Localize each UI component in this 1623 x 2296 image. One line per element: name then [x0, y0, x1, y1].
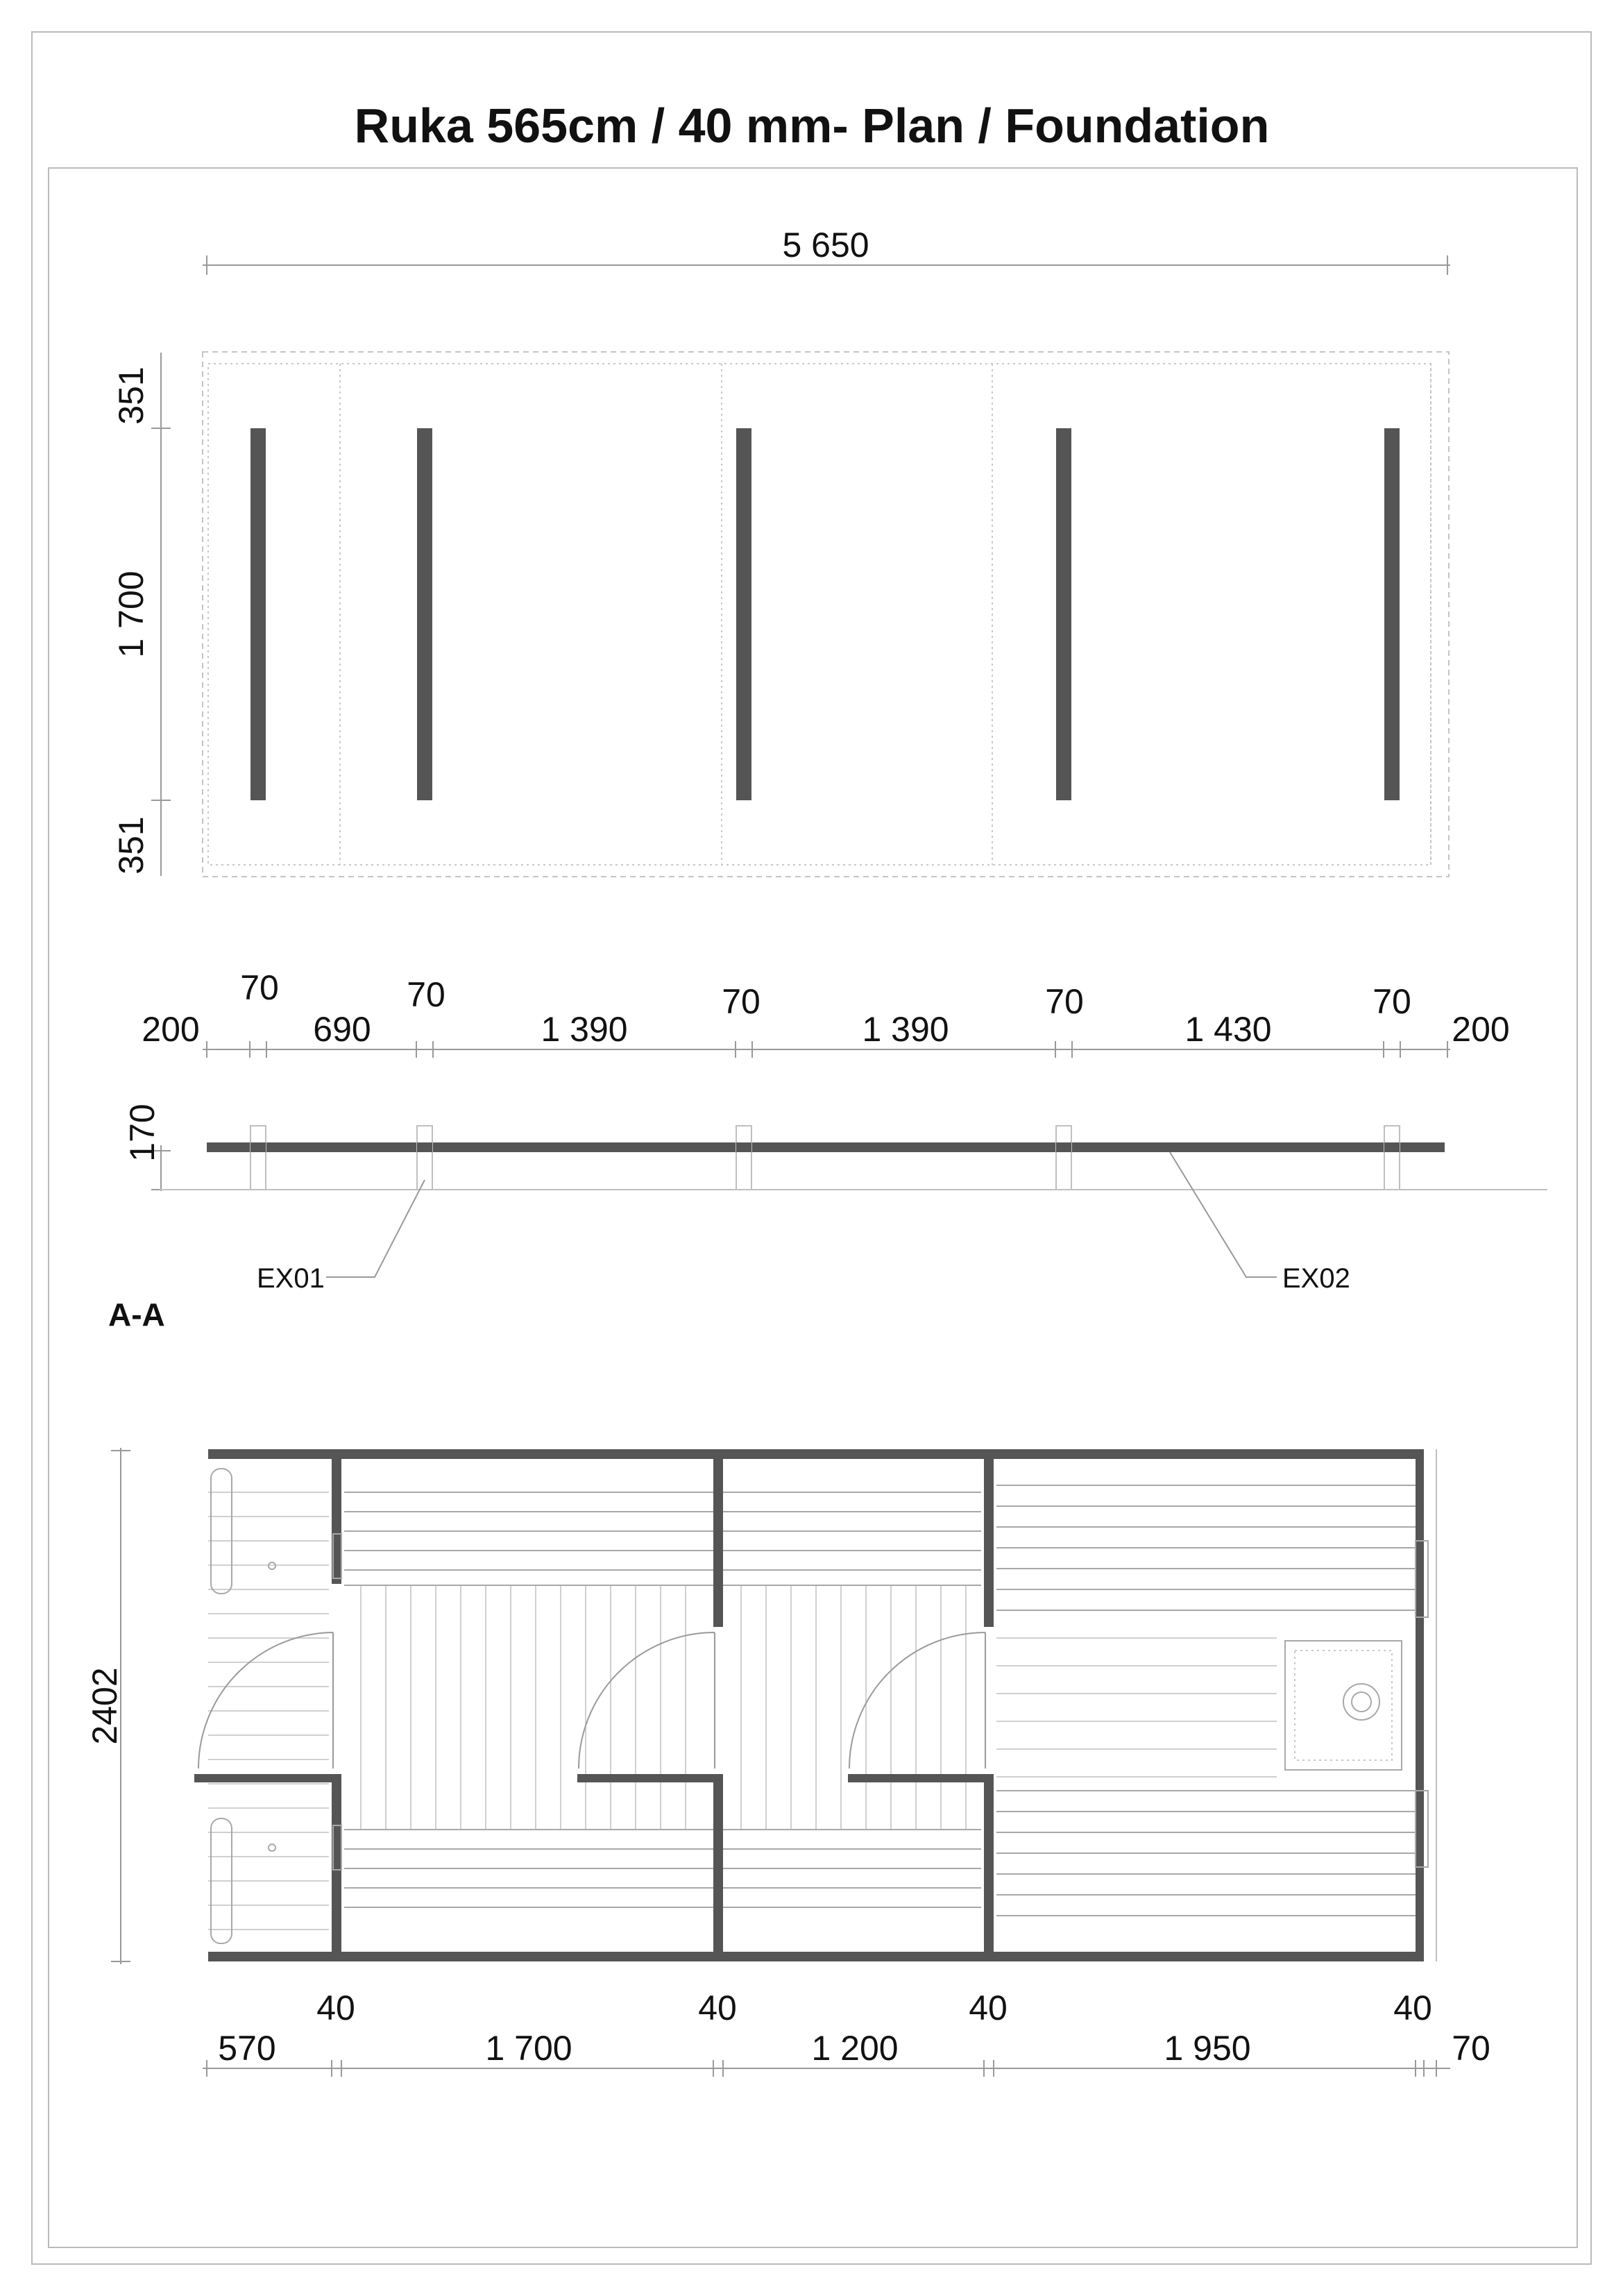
overall-length-dim: 5 650	[782, 226, 869, 264]
partition-wall	[848, 1774, 994, 1782]
foundation-beam	[1056, 428, 1071, 800]
section-a-a	[85, 1297, 1490, 2077]
side-dim-bottom: 351	[112, 816, 151, 875]
door-swing	[579, 1632, 715, 1769]
bottom-dim: 1 700	[485, 2029, 572, 2068]
foundation-beam	[736, 428, 751, 800]
partition-wall	[713, 1449, 723, 1627]
partition-wall	[713, 1774, 723, 1961]
bottom-dim: 570	[218, 2029, 276, 2068]
inner-frame	[49, 168, 1577, 2247]
spacing-dim: 1 390	[541, 1010, 628, 1049]
partition-wall	[984, 1774, 994, 1961]
bottom-dim: 1 950	[1164, 2029, 1251, 2068]
bottom-dim: 1 200	[811, 2029, 899, 2068]
callout-ex01: EX01	[257, 1263, 325, 1294]
partition-wall	[194, 1774, 341, 1782]
spacing-dim: 70	[722, 982, 760, 1021]
spacing-dim: 690	[313, 1010, 371, 1049]
spacing-dim: 70	[240, 968, 279, 1007]
end-wall	[1416, 1449, 1424, 1961]
spacing-dim: 1 390	[862, 1010, 949, 1049]
foundation-beam	[1384, 428, 1400, 800]
spacing-dim: 70	[407, 975, 445, 1014]
section-height-dim: 2402	[85, 1667, 124, 1745]
page-title: Ruka 565cm / 40 mm- Plan / Foundation	[354, 99, 1270, 153]
outer-wall-top	[208, 1449, 1424, 1459]
callout-ex02: EX02	[1282, 1263, 1350, 1294]
bottom-dim: 70	[1452, 2029, 1490, 2068]
outer-wall-bottom	[208, 1952, 1424, 1961]
foundation-elevation	[123, 1104, 1547, 1294]
bottom-dim: 40	[969, 1989, 1008, 2027]
bottom-dim: 40	[1393, 1989, 1432, 2027]
side-dim-middle: 1 700	[112, 571, 151, 658]
foundation-beam	[250, 428, 266, 800]
side-dim-top: 351	[112, 366, 151, 425]
spacing-dim: 200	[1452, 1010, 1510, 1049]
partition-wall	[577, 1774, 723, 1782]
bottom-dim: 40	[698, 1989, 737, 2027]
spacing-dim: 1 430	[1184, 1010, 1272, 1049]
spacing-dim: 70	[1373, 982, 1411, 1021]
elevation-height-dim: 170	[123, 1104, 162, 1162]
partition-wall	[984, 1449, 994, 1627]
door-swing	[849, 1632, 985, 1769]
section-label: A-A	[108, 1297, 165, 1333]
spacing-dim: 200	[142, 1010, 200, 1049]
elevation-beam	[207, 1142, 1445, 1152]
foundation-beam	[417, 428, 432, 800]
bottom-dim: 40	[316, 1989, 355, 2027]
door-swing	[198, 1632, 333, 1769]
foundation-plan	[112, 226, 1510, 1058]
spacing-dim: 70	[1045, 982, 1084, 1021]
